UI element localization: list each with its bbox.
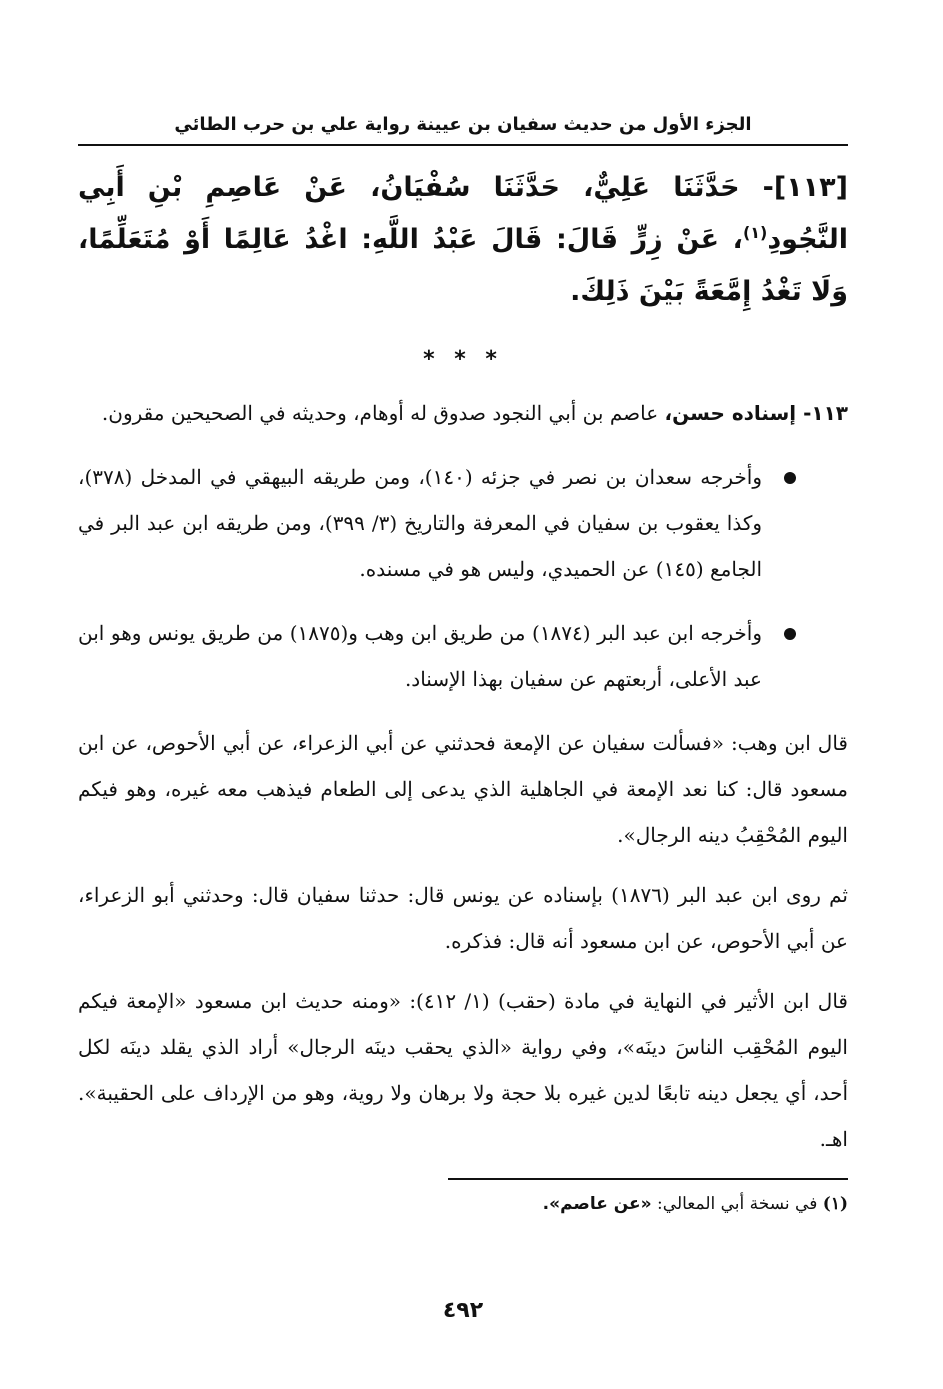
bullet-text: وأخرجه ابن عبد البر (١٨٧٤) من طريق ابن وهب و(١٨٧٥) من طريق يونس وهو ابن عبد الأعلى، أربعتهم عن سفيان بهذا الإسناد. <box>78 621 762 691</box>
commentary-lead: ١١٣- إسناده حسن، <box>664 401 848 425</box>
body-paragraph: ثم روى ابن عبد البر (١٨٧٦) بإسناده عن يونس قال: حدثنا سفيان قال: وحدثني أبو الزعراء، عن أبي الأحوص، عن ابن مسعود أنه قال: فذكره. <box>78 883 848 953</box>
footnote <box>78 1186 848 1222</box>
section-separator: * * * <box>423 347 503 372</box>
bullet-item <box>78 610 848 702</box>
running-header: الجزء الأول من حديث سفيان بن عيينة رواية علي بن حرب الطائي <box>78 110 848 146</box>
footnote-quote: «عن عاصم». <box>542 1194 652 1214</box>
commentary-text: عاصم بن أبي النجود صدوق له أوهام، وحديثه في الصحيحين مقرون. <box>101 401 665 425</box>
book-page <box>78 110 848 1340</box>
hadith-continuation: ، عَنْ زِرٍّ قَالَ: قَالَ عَبْدُ اللَّهِ: اغْدُ عَالِمًا أَوْ مُتَعَلِّمًا، وَلَا تَغْدُ إِمَّعَةً بَيْنَ ذَلِكَ. <box>78 224 848 307</box>
bullet-icon <box>784 472 796 484</box>
page-number: ٤٩٢ <box>442 1298 484 1323</box>
body-paragraph: قال ابن وهب: «فسألت سفيان عن الإمعة فحدثني عن أبي الزعراء، عن أبي الأحوص، عن ابن مسعود قال: كنا نعد الإمعة في الجاهلية الذي يدعى إلى الطعام فيذهب معه غيره، وهو فيكم اليوم المُحْقِبُ دينه الرجال». <box>78 731 848 847</box>
commentary-paragraph <box>78 390 848 436</box>
body-paragraph: قال ابن الأثير في النهاية في مادة (حقب) (١/ ٤١٢): «ومنه حديث ابن مسعود «الإمعة فيكم اليوم المُحْقِب الناسَ دينَه»، وفي رواية «الذي يحقب دينَه الرجال» أراد الذي يقلد دينَه لكل أحد، أي يجعل دينه تابعًا لدين غيره بلا حجة ولا برهان ولا روية، وهو من الإرداف على الحقيبة». اهـ. <box>78 989 848 1151</box>
bullet-item <box>78 454 848 592</box>
footnote-divider <box>448 1178 848 1180</box>
footnote-mark: (١) <box>822 1194 848 1214</box>
bullet-icon <box>784 628 796 640</box>
hadith-text <box>78 162 848 318</box>
bullet-text: وأخرجه سعدان بن نصر في جزئه (١٤٠)، ومن طريقه البيهقي في المدخل (٣٧٨)، وكذا يعقوب بن سفيان في المعرفة والتاريخ (٣/ ٣٩٩)، ومن طريقه ابن عبد البر في الجامع (١٤٥) عن الحميدي، وليس هو في مسنده. <box>78 465 762 581</box>
footnote-reference[interactable]: (١) <box>742 223 768 242</box>
footnote-text: في نسخة أبي المعالي: <box>651 1194 823 1214</box>
hadith-main: [١١٣]- حَدَّثَنَا عَلِيٌّ، حَدَّثَنَا سُفْيَانُ، عَنْ عَاصِمِ بْنِ أَبِي النَّجُودِ <box>78 172 848 255</box>
